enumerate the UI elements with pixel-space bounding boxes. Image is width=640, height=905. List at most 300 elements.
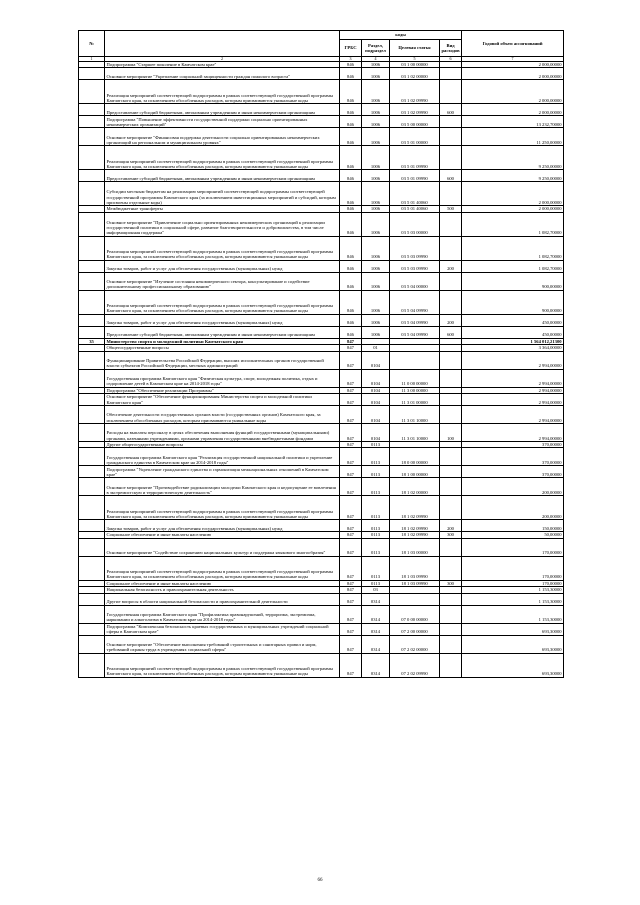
cell-sum: 2 000,00000 (462, 68, 564, 80)
cell-sum: 170,00000 (462, 556, 564, 580)
cell-sum: 11 250,00000 (462, 128, 564, 146)
cell-num (79, 605, 105, 623)
header-target: Целевая статья (390, 40, 440, 57)
cell-name: Реализация мероприятий соответствующей подпрограммы в рамках соответствующей государственной программы Камчатского края, за исключением обособленных расходов, которым присваиваются уникальные коды (105, 146, 340, 170)
cell-vr: 500 (440, 206, 462, 212)
cell-sum: 693,30000 (462, 635, 564, 653)
cell-num (79, 424, 105, 442)
cell-num (79, 478, 105, 496)
cell-cs: 03 5 01 09990 (390, 170, 440, 182)
cell-name: Основное мероприятие "Финансовая поддержка деятельности социально ориентированных некоммерческих организаций на региональном и муниципальном уровнях" (105, 128, 340, 146)
cell-name: Социальное обеспечение и иные выплаты населению (105, 580, 340, 586)
table-row (79, 635, 564, 653)
cell-rz: 1006 (362, 206, 390, 212)
cell-cs (390, 593, 440, 605)
cell-sum: 2 000,00000 (462, 62, 564, 68)
header-razdel: Раздел, подраздел (362, 40, 390, 57)
table-body (79, 62, 564, 678)
cell-grbs: 846 (340, 128, 362, 146)
table-row (79, 351, 564, 369)
cell-rz: 0113 (362, 478, 390, 496)
cell-sum: 1 564 012,21300 (462, 338, 564, 344)
cell-sum: 370,00000 (462, 448, 564, 466)
header-amount: Годовой объем ассигнований (462, 31, 564, 57)
cell-name: Государственная программа Камчатского края "Профилактика правонарушений, терроризма, экстремизма, наркомании и алкоголизма в Камчатском крае на 2014-2018 годы" (105, 605, 340, 623)
cell-sum: 693,30000 (462, 623, 564, 635)
cell-sum: 1 082,70000 (462, 212, 564, 236)
table-row (79, 496, 564, 520)
cell-name: Реализация мероприятий соответствующей подпрограммы в рамках соответствующей государственной программы Камчатского края, за исключением обособленных расходов, которым присваиваются уникальные коды (105, 496, 340, 520)
table-row (79, 448, 564, 466)
cell-num (79, 394, 105, 406)
table-row (79, 520, 564, 532)
cell-rz: 0113 (362, 442, 390, 448)
cell-grbs: 847 (340, 448, 362, 466)
table-row (79, 369, 564, 387)
table-row (79, 182, 564, 206)
colnum: 2 (105, 57, 340, 62)
cell-grbs: 847 (340, 394, 362, 406)
cell-sum: 2 000,00000 (462, 80, 564, 104)
cell-grbs: 847 (340, 538, 362, 556)
cell-name: Государственная программа Камчатского края "Физическая культура, спорт, молодежная политика, отдых и оздоровление детей в Камчатском крае на 2014-2018 годы" (105, 369, 340, 387)
cell-vr (440, 653, 462, 677)
cell-vr (440, 290, 462, 314)
cell-sum: 2 994,00000 (462, 369, 564, 387)
cell-grbs: 846 (340, 62, 362, 68)
cell-vr: 100 (440, 424, 462, 442)
cell-grbs: 846 (340, 212, 362, 236)
cell-name: Функционирование Правительства Российской Федерации, высших исполнительных органов государственной власти субъектов Российской Федерации, местных администраций (105, 351, 340, 369)
cell-num (79, 182, 105, 206)
cell-sum: 2 000,00000 (462, 206, 564, 212)
cell-rz: 1006 (362, 290, 390, 314)
cell-rz: 1006 (362, 116, 390, 128)
cell-rz: 1006 (362, 170, 390, 182)
cell-grbs: 846 (340, 206, 362, 212)
cell-cs (390, 351, 440, 369)
cell-vr (440, 556, 462, 580)
cell-cs: 03 5 00 00000 (390, 116, 440, 128)
cell-rz: 0113 (362, 520, 390, 532)
cell-name: Основное мероприятие "Укрепление социальной защищенности граждан пожилого возраста" (105, 68, 340, 80)
cell-vr (440, 406, 462, 424)
cell-rz: 0113 (362, 532, 390, 538)
cell-name: Межбюджетные трансферты (105, 206, 340, 212)
cell-name: Предоставление субсидий бюджетным, автономным учреждениям и иным некоммерческим организациям (105, 326, 340, 338)
cell-name: Закупка товаров, работ и услуг для обеспечения государственных (муниципальных) нужд (105, 260, 340, 272)
cell-num (79, 80, 105, 104)
cell-cs: 03 5 04 09990 (390, 290, 440, 314)
cell-name: Реализация мероприятий соответствующей подпрограммы в рамках соответствующей государственной программы Камчатского края, за исключением обособленных расходов, которым присваиваются уникальные коды (105, 80, 340, 104)
cell-vr (440, 448, 462, 466)
cell-vr: 200 (440, 260, 462, 272)
table-row (79, 146, 564, 170)
cell-sum: 450,00000 (462, 314, 564, 326)
cell-cs: 11 3 00 00000 (390, 387, 440, 393)
cell-cs: 11 3 01 00000 (390, 394, 440, 406)
cell-rz: 1006 (362, 62, 390, 68)
cell-cs: 03 1 02 09990 (390, 104, 440, 116)
cell-vr (440, 478, 462, 496)
cell-vr (440, 272, 462, 290)
cell-sum: 3 364,00000 (462, 345, 564, 351)
cell-num (79, 326, 105, 338)
cell-sum: 2 994,00000 (462, 394, 564, 406)
cell-rz: 1006 (362, 182, 390, 206)
cell-grbs: 846 (340, 314, 362, 326)
cell-cs: 18 0 00 00000 (390, 448, 440, 466)
cell-grbs: 847 (340, 587, 362, 593)
cell-sum: 150,00000 (462, 520, 564, 532)
table-row (79, 593, 564, 605)
table-row (79, 478, 564, 496)
cell-vr (440, 593, 462, 605)
cell-name: Закупка товаров, работ и услуг для обеспечения государственных (муниципальных) нужд (105, 520, 340, 532)
cell-grbs: 847 (340, 338, 362, 344)
cell-num (79, 496, 105, 520)
cell-name: Общегосударственные вопросы (105, 345, 340, 351)
cell-sum: 370,00000 (462, 442, 564, 448)
table-row (79, 272, 564, 290)
colnum: 6 (440, 57, 462, 62)
cell-cs: 18 1 00 00000 (390, 466, 440, 478)
cell-cs: 18 1 03 09990 (390, 556, 440, 580)
cell-rz: 0314 (362, 623, 390, 635)
cell-vr: 600 (440, 104, 462, 116)
cell-grbs: 847 (340, 406, 362, 424)
colnum: 1 (79, 57, 105, 62)
table-row (79, 290, 564, 314)
cell-name: Предоставление субсидий бюджетным, автономным учреждениям и иным некоммерческим организациям (105, 170, 340, 182)
header-name (105, 31, 340, 57)
cell-vr: 300 (440, 580, 462, 586)
cell-name: Другие общегосударственные вопросы (105, 442, 340, 448)
cell-num (79, 635, 105, 653)
cell-vr (440, 146, 462, 170)
cell-vr (440, 128, 462, 146)
table-row (79, 68, 564, 80)
cell-sum: 1 153,30000 (462, 587, 564, 593)
cell-vr: 200 (440, 314, 462, 326)
cell-name: Национальная безопасность и правоохранительная деятельность (105, 587, 340, 593)
header-vid: Вид расходов (440, 40, 462, 57)
cell-num (79, 369, 105, 387)
colnum: 3 (340, 57, 362, 62)
cell-vr (440, 68, 462, 80)
cell-cs: 03 1 02 00000 (390, 68, 440, 80)
table-row (79, 556, 564, 580)
cell-sum: 170,00000 (462, 538, 564, 556)
cell-num (79, 448, 105, 466)
cell-grbs: 846 (340, 326, 362, 338)
cell-vr (440, 496, 462, 520)
table-row (79, 394, 564, 406)
cell-num (79, 68, 105, 80)
table-row (79, 424, 564, 442)
cell-rz: 0113 (362, 556, 390, 580)
cell-cs: 03 5 04 09990 (390, 326, 440, 338)
cell-name: Министерство спорта и молодежной политики Камчатского края (105, 338, 340, 344)
cell-vr (440, 466, 462, 478)
cell-cs: 03 5 01 00000 (390, 128, 440, 146)
cell-num (79, 104, 105, 116)
cell-cs: 03 1 00 00000 (390, 62, 440, 68)
cell-num (79, 623, 105, 635)
cell-num (79, 116, 105, 128)
cell-grbs: 846 (340, 80, 362, 104)
cell-vr (440, 116, 462, 128)
cell-grbs: 847 (340, 532, 362, 538)
cell-rz: 0314 (362, 593, 390, 605)
cell-cs: 03 5 01 40060 (390, 182, 440, 206)
cell-sum: 2 994,00000 (462, 406, 564, 424)
cell-grbs: 847 (340, 345, 362, 351)
table-row (79, 653, 564, 677)
cell-num (79, 593, 105, 605)
cell-grbs: 847 (340, 623, 362, 635)
cell-name: Подпрограмма "Повышение эффективности государственной поддержки социально ориентированных некоммерческих организаций" (105, 116, 340, 128)
cell-sum: 50,00000 (462, 532, 564, 538)
table-row (79, 260, 564, 272)
cell-rz: 0104 (362, 351, 390, 369)
table-row (79, 128, 564, 146)
cell-grbs: 847 (340, 580, 362, 586)
cell-cs: 03 1 02 09990 (390, 80, 440, 104)
cell-grbs: 847 (340, 635, 362, 653)
cell-name: Реализация мероприятий соответствующей подпрограммы в рамках соответствующей государственной программы Камчатского края, за исключением обособленных расходов, которым присваиваются уникальные коды (105, 290, 340, 314)
cell-vr (440, 538, 462, 556)
cell-cs: 18 1 02 09990 (390, 520, 440, 532)
cell-grbs: 847 (340, 466, 362, 478)
table-row (79, 116, 564, 128)
cell-num: 35 (79, 338, 105, 344)
cell-cs: 18 1 03 00000 (390, 538, 440, 556)
cell-num (79, 556, 105, 580)
cell-vr (440, 182, 462, 206)
table-row (79, 170, 564, 182)
cell-num (79, 538, 105, 556)
cell-name: Основное мероприятие "Изучение состояния некоммерческого сектора, консультирование и содействие дополнительному профессиональному образованию" (105, 272, 340, 290)
cell-grbs: 846 (340, 290, 362, 314)
cell-grbs: 846 (340, 170, 362, 182)
cell-grbs: 846 (340, 146, 362, 170)
cell-name: Основное мероприятие "Обеспечение выполнения требований строительных и санитарных правил и норм, требований охраны труда в учреждениях социальной сферы" (105, 635, 340, 653)
cell-sum: 370,00000 (462, 466, 564, 478)
cell-rz: 1006 (362, 314, 390, 326)
table-row (79, 314, 564, 326)
header-num: № (79, 31, 105, 57)
cell-cs: 07 2 02 00000 (390, 635, 440, 653)
colnum: 7 (462, 57, 564, 62)
cell-name: Подпрограмма "Комплексная безопасность краевых государственных и муниципальных учреждений социальной сферы в Камчатском крае" (105, 623, 340, 635)
cell-sum: 1 153,30000 (462, 593, 564, 605)
cell-rz: 0113 (362, 466, 390, 478)
cell-grbs: 847 (340, 424, 362, 442)
cell-sum: 1 082,70000 (462, 236, 564, 260)
cell-name: Подпрограмма "Укрепление гражданского единства и гармонизация межнациональных отношений в Камчатском крае" (105, 466, 340, 478)
cell-sum: 450,00000 (462, 326, 564, 338)
cell-grbs: 847 (340, 653, 362, 677)
cell-rz: 1006 (362, 128, 390, 146)
cell-sum: 200,00000 (462, 478, 564, 496)
cell-num (79, 406, 105, 424)
cell-cs: 11 3 01 10000 (390, 424, 440, 442)
cell-grbs: 847 (340, 387, 362, 393)
cell-grbs: 847 (340, 442, 362, 448)
cell-name: Реализация мероприятий соответствующей подпрограммы в рамках соответствующей государственной программы Камчатского края, за исключением обособленных расходов, которым присваиваются уникальные коды (105, 236, 340, 260)
table-row (79, 236, 564, 260)
cell-vr (440, 369, 462, 387)
cell-name: Социальное обеспечение и иные выплаты населению (105, 532, 340, 538)
cell-rz: 0113 (362, 448, 390, 466)
cell-cs: 03 5 03 09990 (390, 236, 440, 260)
colnum: 5 (390, 57, 440, 62)
cell-sum: 1 082,70000 (462, 260, 564, 272)
cell-rz: 0314 (362, 635, 390, 653)
cell-sum: 2 994,00000 (462, 387, 564, 393)
cell-name: Основное мероприятие "Противодействие радикализации молодежи Камчатского края и недопущение ее вовлечения в экстремистскую и террористическую деятельность" (105, 478, 340, 496)
cell-cs: 18 1 03 09990 (390, 580, 440, 586)
cell-name: Субсидии местным бюджетам на реализацию мероприятий соответствующей подпрограммы соответствующей государственной программы Камчатского края (за исключением инвестиционных мероприятий и субсидий, которым присвоены отдельные коды) (105, 182, 340, 206)
cell-rz: 0314 (362, 653, 390, 677)
cell-rz: 1006 (362, 272, 390, 290)
cell-sum: 2 000,00000 (462, 182, 564, 206)
cell-name: Реализация мероприятий соответствующей подпрограммы в рамках соответствующей государственной программы Камчатского края, за исключением обособленных расходов, которым присваиваются уникальные коды (105, 556, 340, 580)
cell-sum: 200,00000 (462, 496, 564, 520)
header-grbs: ГРБС (340, 40, 362, 57)
cell-sum: 900,00000 (462, 272, 564, 290)
cell-sum: 2 994,00000 (462, 424, 564, 442)
cell-cs: 03 5 01 09990 (390, 146, 440, 170)
cell-vr: 200 (440, 520, 462, 532)
cell-grbs: 846 (340, 260, 362, 272)
table-row (79, 623, 564, 635)
cell-cs: 03 5 01 40060 (390, 206, 440, 212)
cell-sum: 170,00000 (462, 580, 564, 586)
cell-grbs: 846 (340, 272, 362, 290)
cell-name: Другие вопросы в области национальной безопасности и правоохранительной деятельности (105, 593, 340, 605)
cell-rz: 01 (362, 345, 390, 351)
cell-sum: 2 994,00000 (462, 351, 564, 369)
cell-rz: 0104 (362, 424, 390, 442)
table-row (79, 104, 564, 116)
cell-sum: 1 153,30000 (462, 605, 564, 623)
cell-cs: 03 5 04 00000 (390, 272, 440, 290)
cell-grbs: 846 (340, 182, 362, 206)
cell-grbs: 846 (340, 116, 362, 128)
table-row (79, 406, 564, 424)
cell-rz: 0104 (362, 406, 390, 424)
cell-rz: 1006 (362, 80, 390, 104)
cell-rz: 1006 (362, 236, 390, 260)
cell-cs: 03 5 03 09990 (390, 260, 440, 272)
cell-vr (440, 394, 462, 406)
cell-rz: 03 (362, 587, 390, 593)
cell-num (79, 520, 105, 532)
budget-table-sheet (78, 30, 563, 678)
header-codes: коды (340, 31, 462, 40)
cell-sum: 693,30000 (462, 653, 564, 677)
cell-name: Реализация мероприятий соответствующей подпрограммы в рамках соответствующей государственной программы Камчатского края, за исключением обособленных расходов, которым присваиваются уникальные коды (105, 653, 340, 677)
cell-rz: 1006 (362, 68, 390, 80)
cell-rz: 1006 (362, 326, 390, 338)
cell-num (79, 236, 105, 260)
cell-sum: 9 250,00000 (462, 170, 564, 182)
cell-cs: 18 1 02 09990 (390, 496, 440, 520)
budget-table (78, 30, 564, 678)
page-number: 66 (317, 878, 323, 883)
cell-grbs: 847 (340, 593, 362, 605)
cell-cs: 03 5 04 09990 (390, 314, 440, 326)
cell-num (79, 170, 105, 182)
table-row (79, 212, 564, 236)
cell-num (79, 653, 105, 677)
table-row (79, 80, 564, 104)
cell-rz: 0113 (362, 538, 390, 556)
cell-name: Государственная программа Камчатского края "Реализация государственной национальной политики и укрепление гражданского единства в Камчатском крае на 2014-2018 годы" (105, 448, 340, 466)
cell-grbs: 846 (340, 236, 362, 260)
cell-num (79, 260, 105, 272)
table-row (79, 605, 564, 623)
cell-rz: 0113 (362, 496, 390, 520)
cell-rz: 0104 (362, 369, 390, 387)
cell-rz: 1006 (362, 212, 390, 236)
cell-num (79, 314, 105, 326)
cell-cs: 11 3 01 10000 (390, 406, 440, 424)
cell-cs: 03 5 03 00000 (390, 212, 440, 236)
cell-cs: 18 1 02 00000 (390, 478, 440, 496)
cell-grbs: 847 (340, 520, 362, 532)
cell-name: Основное мероприятие "Обеспечение функционирования Министерства спорта и молодежной политики Камчатского края" (105, 394, 340, 406)
table-row (79, 538, 564, 556)
cell-name: Основное мероприятие "Содействие сохранению национальных культур и поддержка языкового многообразия" (105, 538, 340, 556)
cell-num (79, 351, 105, 369)
cell-num (79, 146, 105, 170)
cell-vr (440, 212, 462, 236)
cell-grbs: 847 (340, 496, 362, 520)
cell-vr (440, 623, 462, 635)
cell-rz: 1006 (362, 260, 390, 272)
table-row (79, 466, 564, 478)
cell-num (79, 272, 105, 290)
cell-grbs: 846 (340, 104, 362, 116)
cell-grbs: 846 (340, 68, 362, 80)
cell-sum: 13 232,70000 (462, 116, 564, 128)
cell-grbs: 847 (340, 478, 362, 496)
cell-num (79, 128, 105, 146)
cell-sum: 900,00000 (462, 290, 564, 314)
cell-cs: 07 2 00 00000 (390, 623, 440, 635)
cell-rz: 0104 (362, 394, 390, 406)
cell-vr (440, 635, 462, 653)
cell-grbs: 847 (340, 369, 362, 387)
cell-name: Подпрограмма "Старшее поколение в Камчатском крае" (105, 62, 340, 68)
cell-rz: 0113 (362, 580, 390, 586)
colnum: 4 (362, 57, 390, 62)
cell-vr: 600 (440, 326, 462, 338)
cell-sum: 9 250,00000 (462, 146, 564, 170)
cell-num (79, 290, 105, 314)
cell-vr: 300 (440, 532, 462, 538)
cell-num (79, 212, 105, 236)
cell-cs: 07 0 00 00000 (390, 605, 440, 623)
cell-cs: 11 0 00 00000 (390, 369, 440, 387)
cell-rz: 0104 (362, 387, 390, 393)
cell-name: Расходы на выплаты персоналу в целях обеспечения выполнения функций государственными (муниципальными) органами, казенными учреждениями, органами управления государственными внебюджетными фондами (105, 424, 340, 442)
cell-num (79, 466, 105, 478)
cell-vr (440, 605, 462, 623)
